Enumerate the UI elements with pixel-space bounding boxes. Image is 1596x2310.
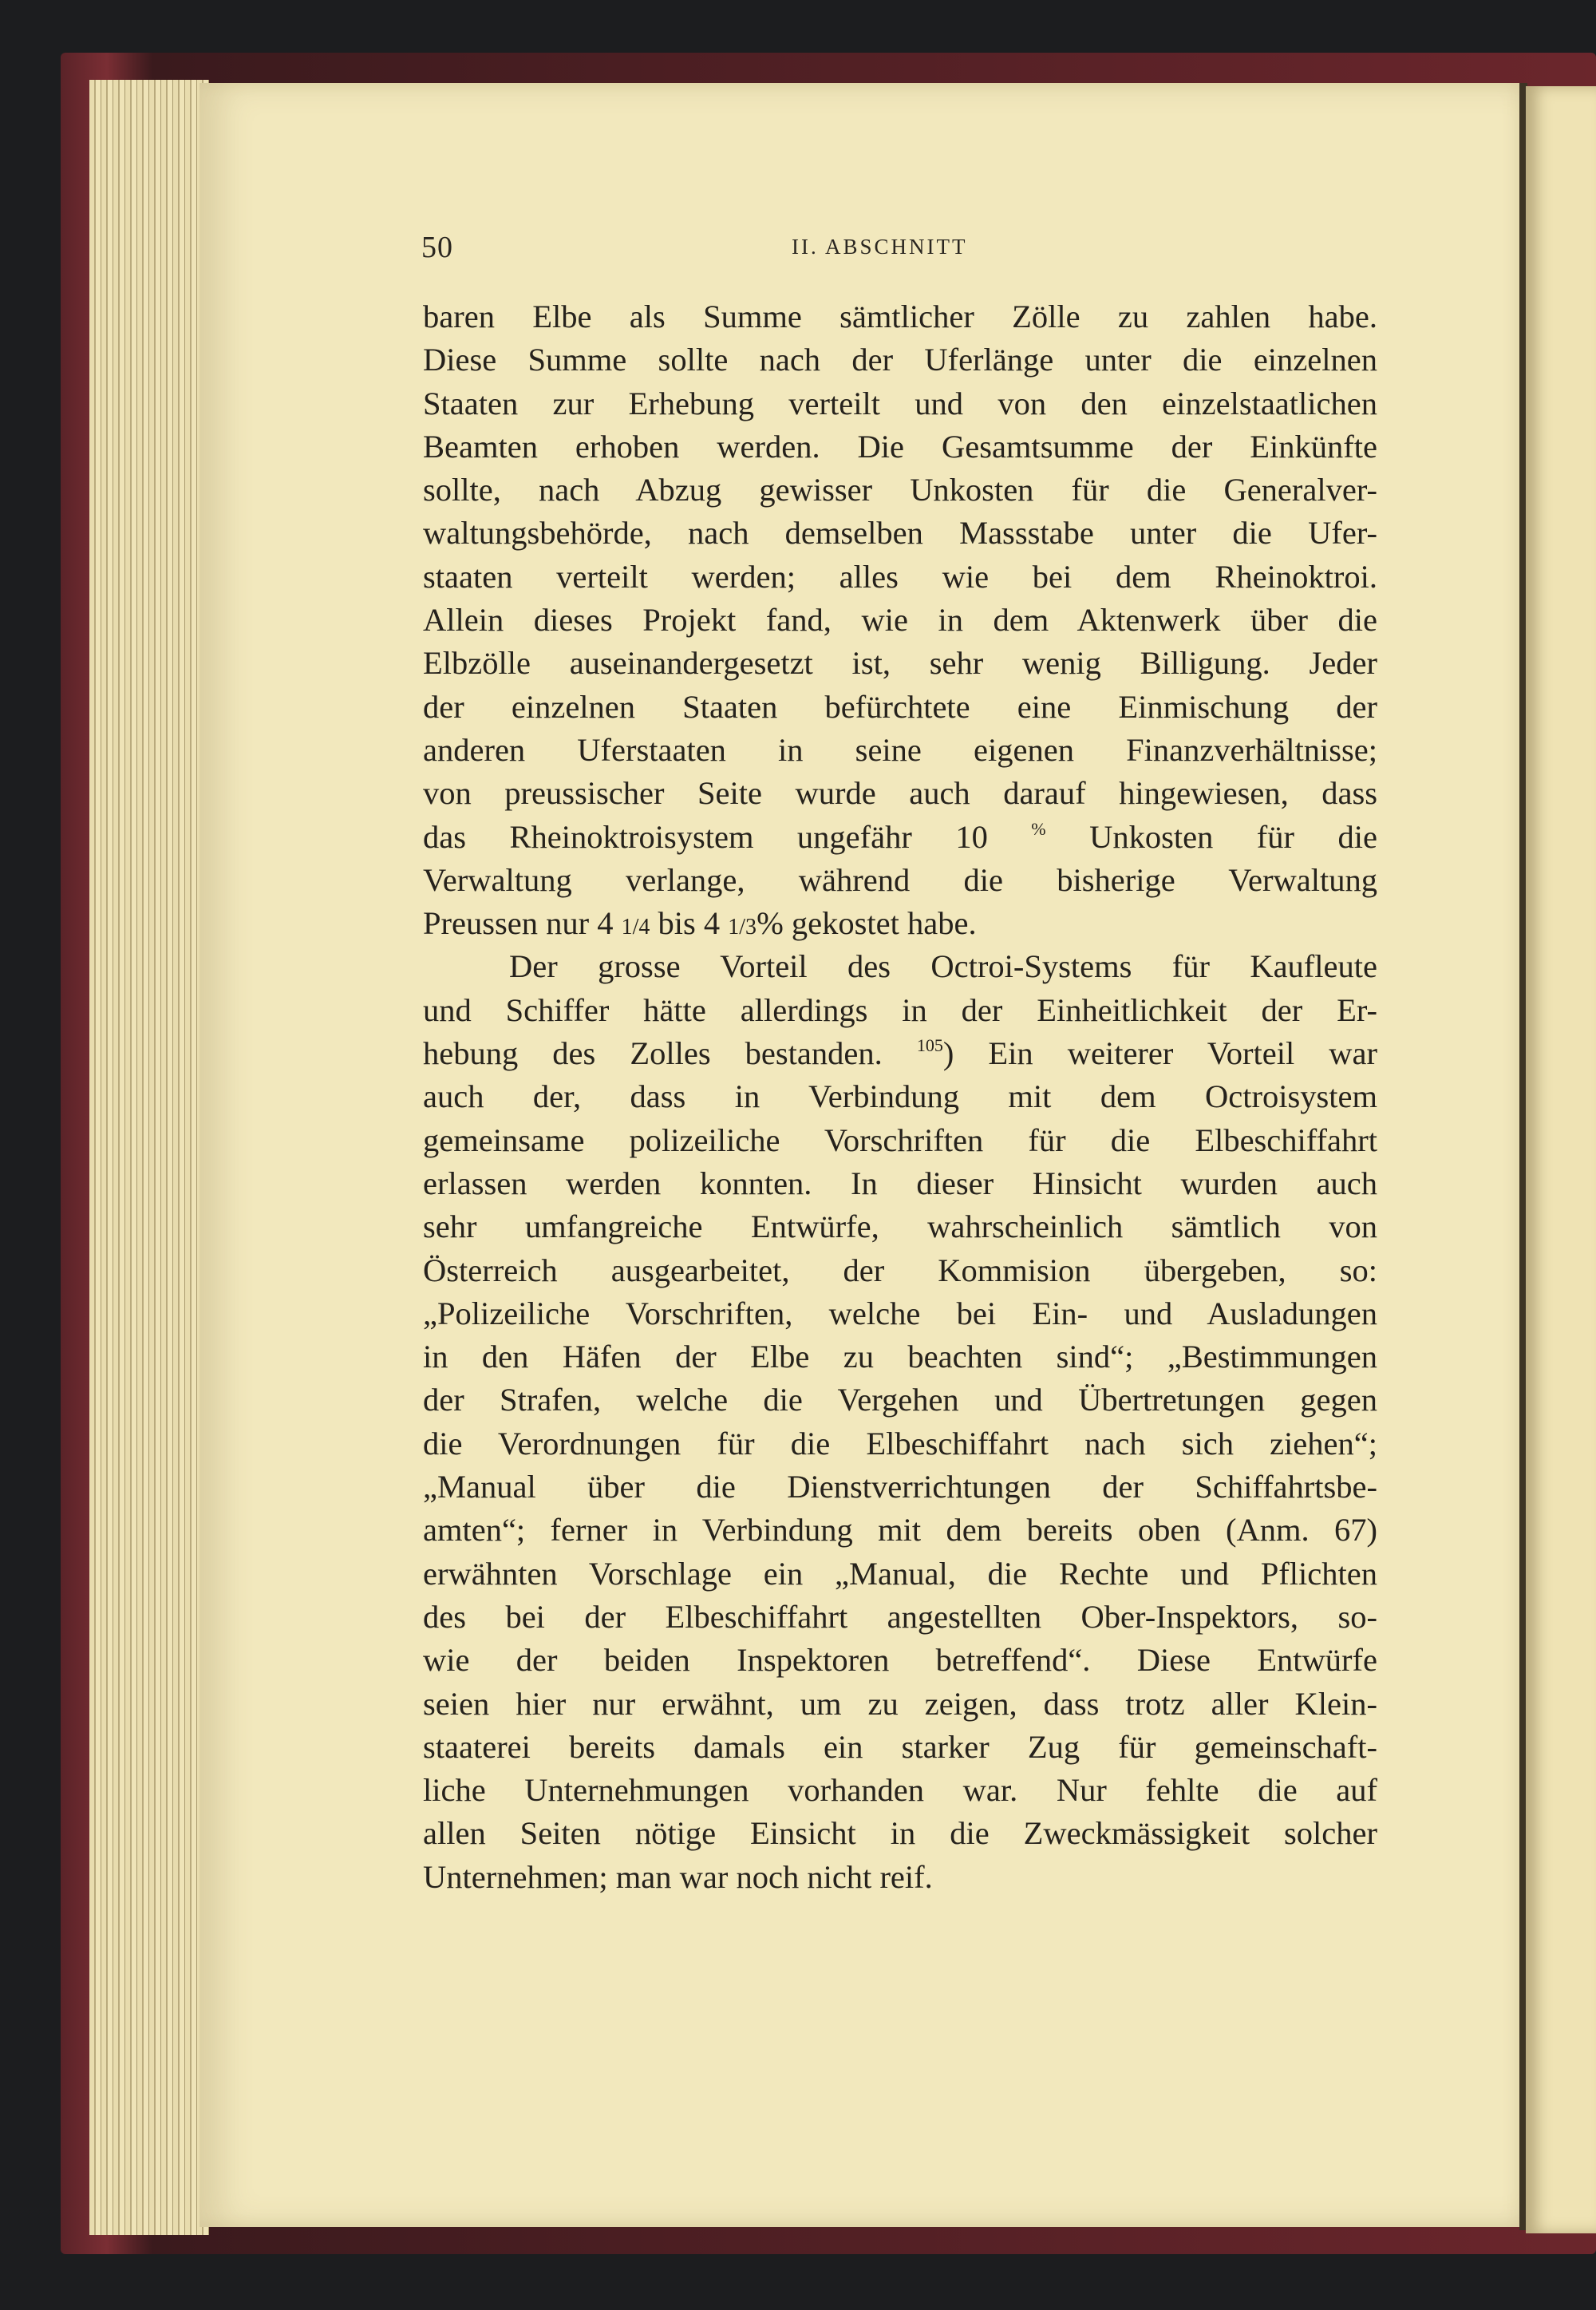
text-fragment: hebung des Zolles bestanden. xyxy=(423,1035,917,1072)
text-line: Elbzölle auseinandergesetzt ist, sehr wenig Billigung. Jeder xyxy=(423,645,1377,682)
text-line: seien hier nur erwähnt, um zu zeigen, dass trotz aller Klein- xyxy=(423,1685,1377,1722)
text-line: „Polizeiliche Vorschriften, welche bei Ein- und Ausladungen xyxy=(423,1295,1377,1331)
text-line: baren Elbe als Summe sämtlicher Zölle zu zahlen habe. xyxy=(423,299,1377,334)
text-fragment: % gekostet habe. xyxy=(757,905,977,942)
text-line: Der grosse Vorteil des Octroi-Systems für Kaufleute xyxy=(509,948,1377,985)
page-header xyxy=(421,230,1379,270)
text-line: erlassen werden konnten. In dieser Hinsicht wurden auch xyxy=(423,1165,1377,1201)
text-fragment: Unkosten für die xyxy=(1045,818,1377,855)
text-line: auch der, dass in Verbindung mit dem Octroisystem xyxy=(423,1078,1377,1115)
text-line: wie der beiden Inspektoren betreffend“. Diese Entwürfe xyxy=(423,1642,1377,1679)
text-line: sehr umfangreiche Entwürfe, wahrscheinlich sämtlich von xyxy=(423,1208,1377,1245)
percent-sign: % xyxy=(1031,818,1046,839)
text-line: waltungsbehörde, nach demselben Massstabe unter die Ufer- xyxy=(423,515,1377,552)
text-line: Verwaltung verlange, während die bisherige Verwaltung xyxy=(423,861,1377,898)
text-line xyxy=(423,902,1377,945)
text-line: Österreich ausgearbeitet, der Kommision übergeben, so: xyxy=(423,1252,1377,1288)
page-edges-stack xyxy=(89,80,209,2235)
text-line: der Strafen, welche die Vergehen und Übertretungen gegen xyxy=(423,1382,1377,1418)
text-line: Beamten erhoben werden. Die Gesamtsumme der Einkünfte xyxy=(423,428,1377,465)
text-line: sollte, nach Abzug gewisser Unkosten für die Generalver- xyxy=(423,472,1377,508)
text-line: Diese Summe sollte nach der Uferlänge unter die einzelnen xyxy=(423,342,1377,378)
text-fragment: Preussen nur 4 xyxy=(423,905,622,942)
text-line: „Manual über die Dienstverrichtungen der Schiffahrtsbe- xyxy=(423,1469,1377,1505)
running-head: II. ABSCHNITT xyxy=(792,235,968,259)
text-line xyxy=(423,816,1377,859)
text-line xyxy=(423,1032,1377,1075)
text-line: in den Häfen der Elbe zu beachten sind“; „Bestimmungen xyxy=(423,1339,1377,1375)
text-line: anderen Uferstaaten in seine eigenen Finanzverhältnisse; xyxy=(423,731,1377,768)
facing-page-edge xyxy=(1526,86,1596,2233)
text-line: amten“; ferner in Verbindung mit dem bereits oben (Anm. 67) xyxy=(423,1512,1377,1549)
footnote-ref: 105 xyxy=(916,1035,943,1056)
page-number: 50 xyxy=(421,231,453,264)
text-line: der einzelnen Staaten befürchtete eine Einmischung der xyxy=(423,688,1377,725)
text-line: des bei der Elbeschiffahrt angestellten Ober-Inspektors, so- xyxy=(423,1598,1377,1635)
fraction: 1/4 xyxy=(621,915,650,940)
text-line: von preussischer Seite wurde auch darauf hingewiesen, dass xyxy=(423,775,1377,812)
text-fragment: bis 4 xyxy=(650,905,729,942)
text-line: allen Seiten nötige Einsicht in die Zweckmässigkeit solcher xyxy=(423,1815,1377,1852)
text-line: Allein dieses Projekt fand, wie in dem Aktenwerk über die xyxy=(423,602,1377,639)
text-line: die Verordnungen für die Elbeschiffahrt nach sich ziehen“; xyxy=(423,1425,1377,1462)
text-line: erwähnten Vorschlage ein „Manual, die Rechte und Pflichten xyxy=(423,1555,1377,1592)
text-fragment: das Rheinoktroisystem ungefähr 10 xyxy=(423,818,1032,855)
text-fragment: ) Ein weiterer Vorteil war xyxy=(942,1035,1377,1072)
body-text xyxy=(423,295,1377,1899)
text-line: gemeinsame polizeiliche Vorschriften für die Elbeschiffahrt xyxy=(423,1121,1377,1158)
text-line: staaten verteilt werden; alles wie bei dem Rheinoktroi. xyxy=(423,558,1377,595)
text-line: Staaten zur Erhebung verteilt und von den einzelstaatlichen xyxy=(423,385,1377,421)
text-line: staaterei bereits damals ein starker Zug für gemeinschaft- xyxy=(423,1728,1377,1765)
fraction: 1/3 xyxy=(728,915,757,940)
text-line: Unternehmen; man war noch nicht reif. xyxy=(423,1858,933,1895)
text-line: liche Unternehmungen vorhanden war. Nur fehlte die auf xyxy=(423,1772,1377,1809)
text-line: und Schiffer hätte allerdings in der Einheitlichkeit der Er- xyxy=(423,991,1377,1028)
